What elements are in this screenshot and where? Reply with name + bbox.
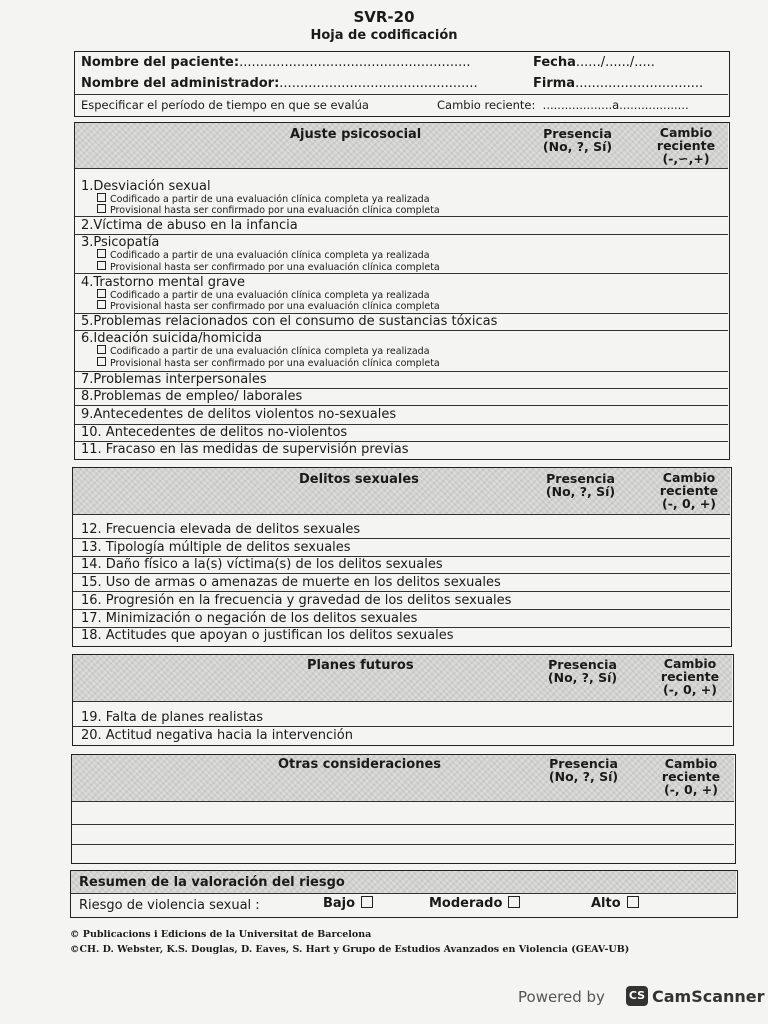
coded-option[interactable]: Codificado a partir de una evaluación clínica completa ya realizada: [97, 345, 430, 357]
item-label: 11. Fracaso en las medidas de supervisión previas: [81, 442, 409, 457]
section-title: Planes futuros: [307, 658, 414, 673]
period-label: Especificar el período de tiempo en que se evalúa: [81, 98, 369, 112]
patient-name-field[interactable]: Nombre del paciente:........................................................: [81, 55, 471, 70]
item-label: 15. Uso de armas o amenazas de muerte en los delitos sexuales: [81, 575, 501, 590]
camscanner-brand: CamScanner: [652, 987, 765, 1006]
signature-field[interactable]: Firma...............................: [533, 76, 704, 91]
recent-change-column-header: Cambio reciente (-, 0, +): [659, 470, 719, 511]
checkbox-icon[interactable]: [97, 345, 106, 354]
publisher-copyright: © Publicacions i Edicions de la Universitat de Barcelona: [70, 929, 372, 940]
summary-title: Resumen de la valoración del riesgo: [79, 875, 345, 890]
date-field[interactable]: Fecha....../....../.....: [533, 55, 655, 70]
presence-column-header: Presencia (No, ?, Sí): [547, 657, 618, 685]
section-title: Ajuste psicosocial: [290, 127, 422, 142]
item-label: 18. Actitudes que apoyan o justifican los delitos sexuales: [81, 628, 454, 643]
item-label: 1.Desviación sexual: [81, 179, 211, 194]
item-label: 19. Falta de planes realistas: [81, 710, 264, 725]
section-title: Otras consideraciones: [278, 757, 442, 772]
recent-change-column-header: Cambio reciente (-, 0, +): [661, 756, 721, 797]
risk-low-option[interactable]: Bajo: [323, 896, 373, 911]
item-label: 10. Antecedentes de delitos no-violentos: [81, 425, 348, 440]
item-label: 2.Víctima de abuso en la infancia: [81, 218, 298, 233]
coded-option[interactable]: Codificado a partir de una evaluación clínica completa ya realizada: [97, 289, 430, 301]
item-label: 20. Actitud negativa hacia la intervención: [81, 728, 353, 743]
patient-info-box: [74, 51, 730, 117]
blank-row[interactable]: [72, 825, 734, 845]
checkbox-icon[interactable]: [97, 193, 106, 202]
checkbox-icon[interactable]: [97, 289, 106, 298]
blank-row[interactable]: [72, 845, 734, 862]
risk-summary-section: [70, 870, 738, 918]
form-subtitle: Hoja de codificación: [310, 28, 458, 43]
item-label: 5.Problemas relacionados con el consumo de sustancias tóxicas: [81, 314, 498, 329]
recent-change-column-header: Cambio reciente (-,∽,+): [656, 125, 716, 166]
checkbox-icon[interactable]: [97, 357, 106, 366]
presence-column-header: Presencia (No, ?, Sí): [545, 471, 616, 499]
item-label: 17. Minimización o negación de los delitos sexuales: [81, 611, 418, 626]
item-label: 8.Problemas de empleo/ laborales: [81, 389, 303, 404]
coded-option[interactable]: Codificado a partir de una evaluación clínica completa ya realizada: [97, 193, 430, 205]
sexual-offenses-section: [72, 467, 732, 647]
authors-copyright: ©CH. D. Webster, K.S. Douglas, D. Eaves, S. Hart y Grupo de Estudios Avanzados en Violencia (GEAV-UB): [70, 944, 630, 955]
item-label: 13. Tipología múltiple de delitos sexuales: [81, 540, 351, 555]
item-label: 9.Antecedentes de delitos violentos no-sexuales: [81, 407, 397, 422]
other-considerations-section: [71, 754, 736, 864]
administrator-name-field[interactable]: Nombre del administrador:................................................: [81, 76, 478, 91]
provisional-option[interactable]: Provisional hasta ser confirmado por una evaluación clínica completa: [97, 300, 440, 312]
risk-moderate-option[interactable]: Moderado: [429, 896, 520, 911]
item-label: 3.Psicopatía: [81, 235, 160, 250]
checkbox-icon[interactable]: [97, 300, 106, 309]
future-plans-section: [72, 654, 734, 746]
recent-change-field[interactable]: Cambio reciente: ...................a...................: [437, 98, 689, 112]
checkbox-icon[interactable]: [97, 261, 106, 270]
risk-label: Riesgo de violencia sexual :: [79, 898, 260, 913]
item-label: 14. Daño físico a la(s) víctima(s) de los delitos sexuales: [81, 557, 443, 572]
powered-by-text: Powered by: [518, 988, 605, 1006]
checkbox-icon[interactable]: [361, 896, 373, 908]
provisional-option[interactable]: Provisional hasta ser confirmado por una evaluación clínica completa: [97, 204, 440, 216]
coded-option[interactable]: Codificado a partir de una evaluación clínica completa ya realizada: [97, 249, 430, 261]
risk-high-option[interactable]: Alto: [591, 896, 639, 911]
camscanner-logo-icon: CS: [626, 986, 648, 1006]
provisional-option[interactable]: Provisional hasta ser confirmado por una evaluación clínica completa: [97, 357, 440, 369]
presence-column-header: Presencia (No, ?, Sí): [548, 756, 619, 784]
item-label: 4.Trastorno mental grave: [81, 275, 245, 290]
item-label: 7.Problemas interpersonales: [81, 372, 267, 387]
checkbox-icon[interactable]: [97, 249, 106, 258]
presence-column-header: Presencia (No, ?, Sí): [542, 126, 613, 154]
item-label: 6.Ideación suicida/homicida: [81, 331, 262, 346]
form-title: SVR-20: [353, 8, 415, 26]
item-label: 16. Progresión en la frecuencia y gravedad de los delitos sexuales: [81, 593, 512, 608]
checkbox-icon[interactable]: [627, 896, 639, 908]
section-title: Delitos sexuales: [299, 472, 419, 487]
recent-change-column-header: Cambio reciente (-, 0, +): [660, 656, 720, 697]
psychosocial-section: [74, 122, 730, 460]
provisional-option[interactable]: Provisional hasta ser confirmado por una evaluación clínica completa: [97, 261, 440, 273]
blank-row[interactable]: [72, 802, 734, 825]
item-label: 12. Frecuencia elevada de delitos sexuales: [81, 522, 361, 537]
divider: [75, 94, 728, 95]
checkbox-icon[interactable]: [97, 204, 106, 213]
checkbox-icon[interactable]: [508, 896, 520, 908]
